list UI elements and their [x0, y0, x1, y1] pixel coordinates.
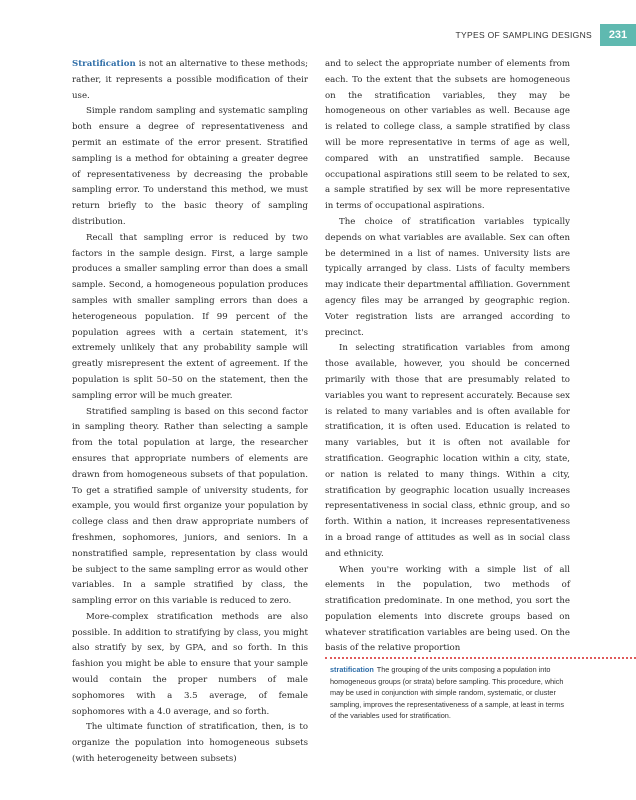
paragraph	[72, 57, 308, 104]
right-column	[325, 57, 570, 657]
paragraph: and to select the appropriate number of elements from each. To the extent that the subsets are homogeneous on the stratification variables, they may be homogeneous on other variables as well. Because age is related to college class, a sample stratified by class will be more representative in terms of age as well, compared with an unstratified sample. Because occupational aspirations still seem to be related to sex, a sample stratified by sex will be more representative in terms of occupational aspirations.	[325, 59, 570, 212]
paragraph-text: is not an alternative to these methods; rather, it represents a possible modification of their use.	[72, 59, 308, 101]
left-column	[72, 57, 308, 768]
glossary-text: The grouping of the units composing a population into homogeneous groups (or strata) before sampling. This procedure, which may be used in conjunction with simple random, systematic, or cluster sampling, improves the representativeness of a sample, at least in terms of the variables used for stratification.	[330, 665, 565, 721]
running-title: TYPES OF SAMPLING DESIGNS	[455, 30, 592, 40]
paragraph: Simple random sampling and systematic sampling both ensure a degree of representativeness and permit an estimate of the error present. Stratified sampling is a method for obtaining a greater degree of representativeness by decreasing the probable sampling error. To understand this method, we must return briefly to the basic theory of sampling distribution.	[72, 106, 308, 227]
glossary-divider	[325, 657, 636, 659]
glossary-definition	[330, 664, 570, 722]
paragraph: More-complex stratification methods are also possible. In addition to stratifying by class, you might also stratify by sex, by GPA, and so forth. In this fashion you might be able to ensure that your sample would contain the proper numbers of male sophomores with a 3.5 average, of female sophomores with a 4.0 average, and so forth.	[72, 611, 308, 717]
paragraph: The ultimate function of stratification, then, is to organize the population into homogeneous subsets (with heterogeneity between subsets)	[72, 722, 308, 765]
paragraph: The choice of stratification variables typically depends on what variables are available. Sex can often be determined in a list of names. University lists are typically arranged by class. Lists of faculty members may indicate their departmental affiliation. Government agency files may be arranged by geographic region. Voter registration lists are arranged according to precinct.	[325, 216, 570, 338]
paragraph: When you're working with a simple list of all elements in the population, two methods of stratification predominate. In one method, you sort the population elements into discrete groups based on whatever stratification variables are being used. On the basis of the relative proportion	[325, 564, 570, 654]
page-number: 231	[600, 24, 636, 46]
paragraph: In selecting stratification variables from among those available, however, you should be concerned primarily with those that are presumably related to variables you want to represent accurately. Because sex is related to many variables and is often available for stratification, it is often used. Education is related to many variables, but it is often not available for stratification. Geographic location within a city, state, or nation is related to many things. Within a city, stratification by geographic location usually increases representativeness in social class, ethnic group, and so forth. Within a nation, it increases representativeness in a broad range of attitudes as well as in social class and ethnicity.	[325, 343, 570, 559]
glossary-term: stratification	[330, 665, 374, 674]
page-header	[456, 24, 636, 46]
paragraph: Recall that sampling error is reduced by two factors in the sample design. First, a large sample produces a smaller sampling error than does a small sample. Second, a homogeneous population produces samples with smaller sampling errors than does a heterogeneous population. If 99 percent of the population agrees with a certain statement, it's extremely unlikely that any probability sample will greatly misrepresent the extent of agreement. If the population is split 50–50 on the statement, then the sampling error will be much greater.	[72, 232, 308, 401]
paragraph: Stratified sampling is based on this second factor in sampling theory. Rather than selecting a sample from the total population at large, the researcher ensures that appropriate numbers of elements are drawn from homogeneous subsets of that population. To get a stratified sample of university students, for example, you would first organize your population by college class and then draw appropriate numbers of freshmen, sophomores, juniors, and seniors. In a nonstratified sample, representation by class would be subject to the same sampling error as would other variables. In a sample stratified by class, the sampling error on this variable is reduced to zero.	[72, 406, 308, 607]
key-term: Stratification	[72, 59, 136, 69]
